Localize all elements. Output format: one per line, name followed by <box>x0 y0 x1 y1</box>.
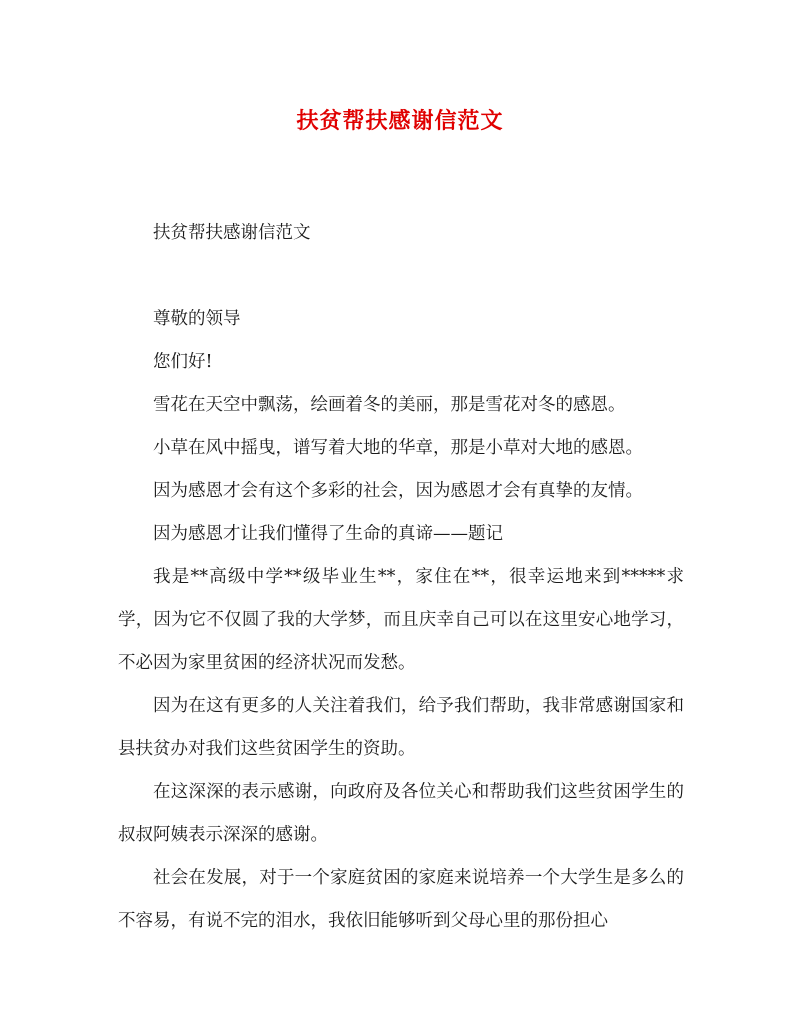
salutation: 尊敬的领导 <box>153 309 241 329</box>
document-subtitle: 扶贫帮扶感谢信范文 <box>153 223 311 243</box>
document-title: 扶贫帮扶感谢信范文 <box>296 108 504 134</box>
paragraph: 因为感恩才让我们懂得了生命的真谛——题记 <box>153 524 503 544</box>
document-body <box>118 212 684 943</box>
paragraph: 我是**高级中学**级毕业生**，家住在**，很幸运地来到*****求学，因为它不仅圆了我的大学梦，而且庆幸自己可以在这里安心地学习，不必因为家里贫困的经济状况而发愁。 <box>118 567 684 673</box>
greeting: 您们好! <box>153 352 213 372</box>
paragraph: 因为感恩才会有这个多彩的社会，因为感恩才会有真挚的友情。 <box>153 481 643 501</box>
paragraph: 小草在风中摇曳，谱写着大地的华章，那是小草对大地的感恩。 <box>153 438 643 458</box>
paragraph: 因为在这有更多的人关注着我们，给予我们帮助，我非常感谢国家和县扶贫办对我们这些贫困学生的资助。 <box>118 696 684 759</box>
paragraph: 在这深深的表示感谢，向政府及各位关心和帮助我们这些贫困学生的叔叔阿姨表示深深的感谢。 <box>118 782 684 845</box>
paragraph: 雪花在天空中飘荡，绘画着冬的美丽，那是雪花对冬的感恩。 <box>153 395 626 415</box>
paragraph: 社会在发展，对于一个家庭贫困的家庭来说培养一个大学生是多么的不容易，有说不完的泪水，我依旧能够听到父母心里的那份担心 <box>118 868 684 931</box>
